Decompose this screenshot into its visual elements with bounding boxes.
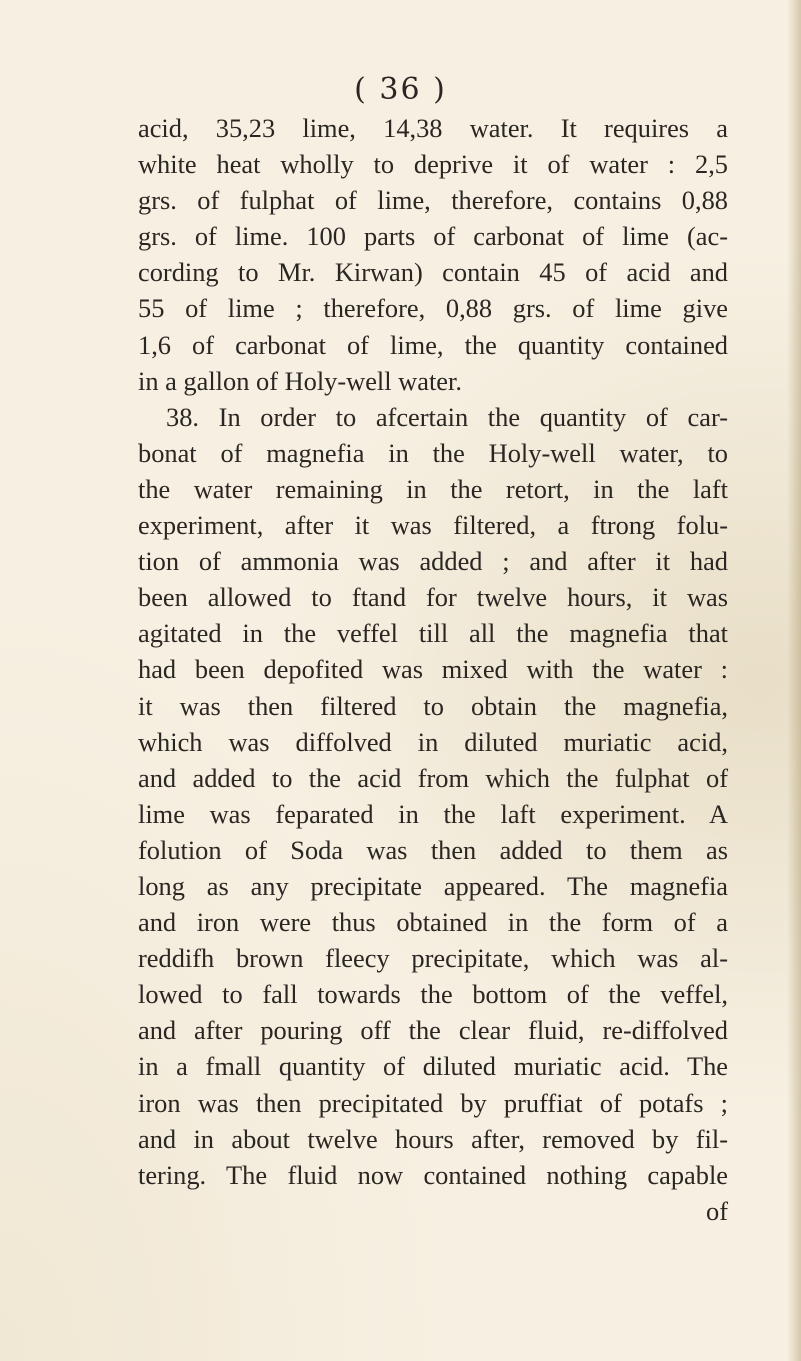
- text-line: it was then filtered to obtain the magnefia,: [138, 690, 728, 721]
- text-line: in a gallon of Holy-well water.: [138, 365, 462, 396]
- catchword: of: [706, 1195, 728, 1226]
- text-line: 38. In order to afcertain the quantity of car-: [166, 401, 728, 432]
- text-line: bonat of magnefia in the Holy-well water, to: [138, 437, 728, 468]
- text-line: white heat wholly to deprive it of water : 2,5: [138, 149, 728, 180]
- text-line: lowed to fall towards the bottom of the veffel,: [138, 979, 728, 1010]
- text-line: and added to the acid from which the fulphat of: [138, 762, 728, 793]
- text-line: 55 of lime ; therefore, 0,88 grs. of lime give: [138, 293, 728, 324]
- body-text: [138, 110, 728, 1229]
- text-line: tion of ammonia was added ; and after it had: [138, 546, 728, 577]
- text-line: been allowed to ftand for twelve hours, it was: [138, 582, 728, 613]
- text-line: which was diffolved in diluted muriatic acid,: [138, 726, 728, 757]
- text-line: long as any precipitate appeared. The magnefia: [138, 870, 728, 901]
- page-number: ( 36 ): [354, 72, 447, 107]
- text-line: iron was then precipitated by pruffiat of potafs ;: [138, 1087, 728, 1118]
- text-line: tering. The fluid now contained nothing capable: [138, 1159, 728, 1190]
- text-line: reddifh brown fleecy precipitate, which was al-: [138, 943, 728, 974]
- text-line: cording to Mr. Kirwan) contain 45 of acid and: [138, 257, 728, 288]
- text-line: had been depofited was mixed with the water :: [138, 654, 728, 685]
- text-line: acid, 35,23 lime, 14,38 water. It requires a: [138, 113, 728, 143]
- text-line: folution of Soda was then added to them as: [138, 834, 728, 865]
- text-line: grs. of lime. 100 parts of carbonat of lime (ac-: [138, 221, 728, 252]
- page-edge-shadow: [787, 0, 801, 1361]
- text-line: and iron were thus obtained in the form of a: [138, 907, 728, 938]
- text-line: the water remaining in the retort, in the laft: [138, 473, 728, 504]
- text-line: lime was feparated in the laft experiment. A: [138, 798, 728, 829]
- text-line: experiment, after it was filtered, a ftrong folu-: [138, 510, 728, 541]
- text-line: and in about twelve hours after, removed by fil-: [138, 1123, 728, 1154]
- text-line: grs. of fulphat of lime, therefore, contains 0,88: [138, 185, 728, 216]
- text-line: 1,6 of carbonat of lime, the quantity contained: [138, 329, 728, 360]
- text-line: in a fmall quantity of diluted muriatic acid. The: [138, 1051, 728, 1082]
- text-line: agitated in the veffel till all the magnefia that: [138, 618, 728, 649]
- text-line: and after pouring off the clear fluid, re-diffolved: [138, 1015, 728, 1046]
